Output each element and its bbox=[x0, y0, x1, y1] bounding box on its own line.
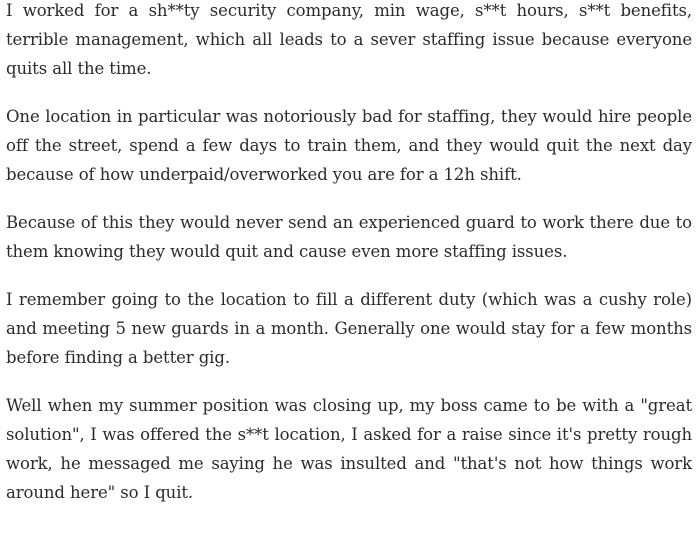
paragraph-4: I remember going to the location to fill a different duty (which was a cushy role) and meeting 5 new guards in a month. Generally one would stay for a few months before finding a better gig. bbox=[6, 290, 692, 367]
paragraph-2: One location in particular was notoriously bad for staffing, they would hire people off the street, spend a few days to train them, and they would quit the next day because of how underpaid/overworked you are for a 12h shift. bbox=[6, 107, 692, 184]
paragraph-5: Well when my summer position was closing up, my boss came to be with a "great solution", I was offered the s**t location, I asked for a raise since it's pretty rough work, he messaged me saying he was insulted and "that's not how things work around here" so I quit. bbox=[6, 396, 692, 502]
paragraph-1: I worked for a sh**ty security company, min wage, s**t hours, s**t benefits, terrible management, which all leads to a sever staffing issue because everyone quits all the time. bbox=[6, 1, 692, 78]
paragraph-3: Because of this they would never send an experienced guard to work there due to them knowing they would quit and cause even more staffing issues. bbox=[6, 213, 692, 261]
